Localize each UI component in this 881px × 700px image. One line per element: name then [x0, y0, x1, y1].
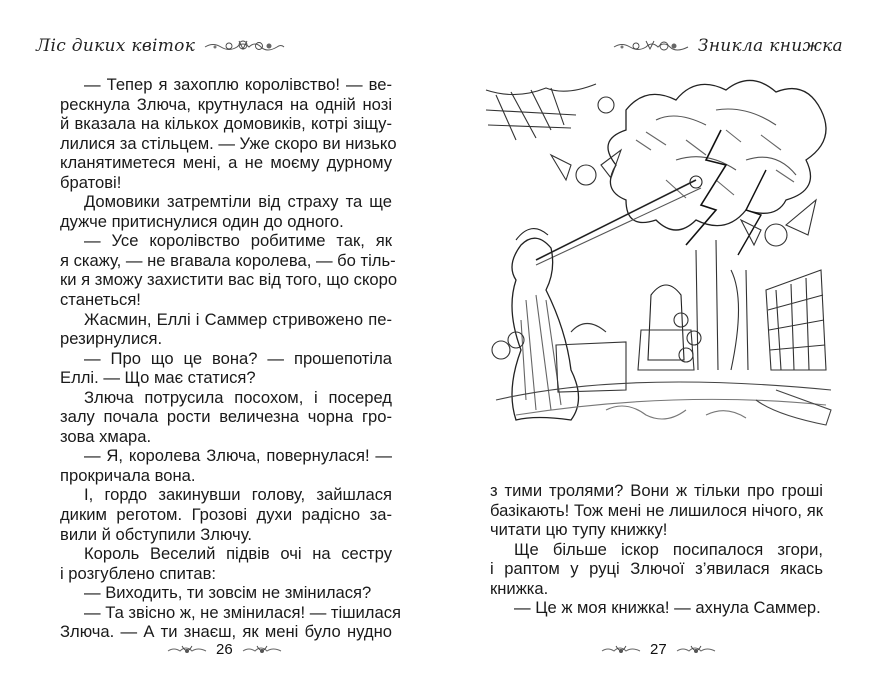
chapter-title-left: Ліс диких квіток: [36, 36, 196, 56]
text-line: ки я зможу захистити вас від того, що скоро: [60, 270, 398, 290]
text-line: зова хмара.: [60, 426, 152, 446]
text-line: й вказала на кількох домовиків, котрі зіщу-: [60, 114, 392, 134]
text-line: станеться!: [60, 290, 141, 310]
text-line: — Тепер я захоплю королівство! — ве-: [84, 75, 392, 94]
text-line: Жасмин, Еллі і Саммер стривожено пе-: [84, 309, 392, 329]
text-line: і розгублено спитав:: [60, 563, 217, 583]
text-line: Злюча. — А ти знаєш, як мені було нудно: [60, 622, 392, 642]
text-line: — Про що це вона? — прошепотіла: [84, 348, 392, 368]
running-head-left: [36, 34, 285, 58]
text-line: Король Веселий підвів очі на сестру: [84, 544, 392, 564]
right-page: [440, 0, 881, 700]
text-line: прокричала вона.: [60, 465, 196, 485]
text-line: базікають! Тож мені не лишилося нічого, як: [490, 500, 823, 520]
text-line: рескнула Злюча, крутнулася на одній нозі: [60, 94, 392, 114]
chapter-title-right: Зникла книжка: [697, 36, 843, 56]
floral-ornament-icon: [600, 643, 642, 657]
text-line: диким реготом. Грозові духи радісно за-: [60, 505, 392, 525]
text-line: братові!: [60, 172, 122, 192]
text-line: з тими тролями? Вони ж тільки про гроші: [490, 481, 823, 500]
text-line: — Це ж моя книжка! — ахнула Саммер.: [514, 598, 821, 618]
text-line: лилися за стільцем. — Уже скоро ви низько: [60, 133, 397, 153]
floral-ornament-icon: [241, 643, 283, 657]
page-footer-right: [600, 641, 717, 658]
floral-ornament-icon: [675, 643, 717, 657]
text-line: Еллі. — Що має статися?: [60, 368, 256, 388]
text-line: резирнулися.: [60, 329, 163, 349]
floral-ornament-icon: [612, 39, 690, 53]
text-line: залу почала рости величезна чорна гро-: [60, 407, 392, 427]
text-line: вили й обступили Злючу.: [60, 524, 252, 544]
text-line: читати цю тупу книжку!: [490, 520, 668, 540]
body-text-right: [490, 481, 823, 618]
page-footer-left: [166, 641, 283, 658]
text-line: Домовики затремтіли від страху та ще: [84, 192, 392, 212]
text-line: І, гордо закинувши голову, зайшлася: [84, 485, 392, 505]
text-line: дужче притиснулися один до одного.: [60, 211, 344, 231]
storm-witch-illustration: [476, 70, 841, 445]
text-line: — Виходить, ти зовсім не змінилася?: [84, 583, 372, 603]
text-line: Ще більше іскор посипалося згори,: [514, 539, 823, 559]
text-line: — Та звісно ж, не змінилася! — тішилася: [84, 602, 401, 622]
text-line: книжка.: [490, 578, 549, 598]
text-line: і раптом у руці Злючої з’явилася якась: [490, 559, 823, 579]
left-page: [0, 0, 440, 700]
running-head-right: [612, 34, 843, 58]
text-line: я скажу, — не вгавала королева, — бо тіль-: [60, 250, 396, 270]
text-line: кланятиметеся мені, а не моєму дурному: [60, 153, 392, 173]
body-text-left: [60, 75, 401, 642]
page-number-right: 27: [650, 641, 667, 658]
floral-ornament-icon: [166, 643, 208, 657]
floral-ornament-icon: [203, 39, 285, 53]
text-line: Злюча потрусила посохом, і посеред: [84, 387, 392, 407]
page-number-left: 26: [216, 641, 233, 658]
text-line: — Я, королева Злюча, повернулася! —: [84, 446, 392, 466]
text-line: — Усе королівство робитиме так, як: [84, 231, 392, 251]
